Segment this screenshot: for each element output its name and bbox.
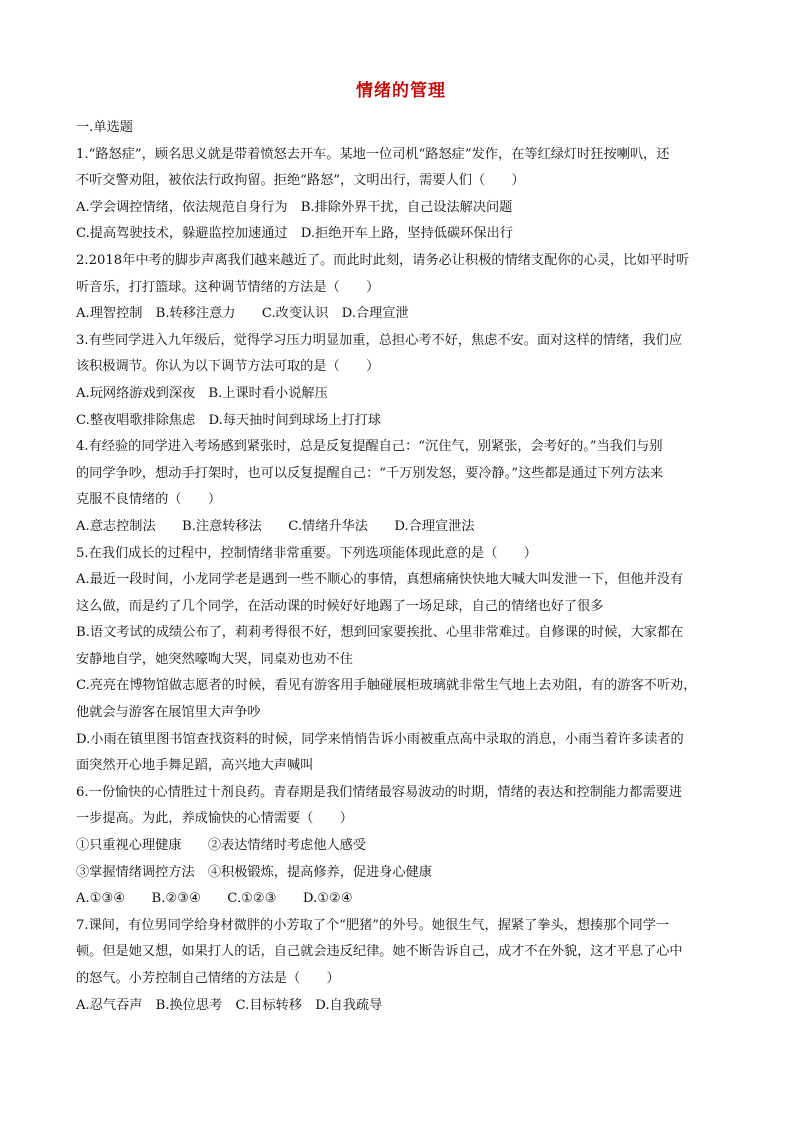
question-stem-line: 一步提高。为此，养成愉快的心情需要（ ） — [76, 811, 353, 827]
question-options-line: A.忍气吞声 B.换位思考 C.目标转移 D.自我疏导 — [76, 997, 383, 1013]
page-title: 情绪的管理 — [356, 81, 446, 101]
question-stem-line: 2.2018年中考的脚步声离我们越来越近了。而此时此刻，请务必让积极的情绪支配你的心灵，比如平时听 — [76, 252, 690, 268]
section-heading: 一.单选题 — [76, 120, 133, 135]
question-options-line: C.亮亮在博物馆做志愿者的时候，看见有游客用手触碰展柜玻璃就非常生气地上去劝阻，有的游客不听劝， — [76, 678, 697, 694]
question-options-line: C.整夜唱歌排除焦虑 D.每天抽时间到球场上打打球 — [76, 412, 382, 428]
question-options-line: B.语文考试的成绩公布了，莉莉考得很不好，想到回家要挨批、心里非常难过。自修课的时候，大家都在 — [76, 625, 684, 641]
question-options-line: A.理智控制 B.转移注意力 C.改变认识 D.合理宣泄 — [76, 306, 409, 322]
question-options-line: A.学会调控情绪，依法规范自身行为 B.排除外界干扰，自己设法解决问题 — [76, 199, 513, 215]
question-options-line: C.提高驾驶技术，躲避监控加速通过 D.拒绝开车上路，坚持低碳环保出行 — [76, 226, 513, 242]
question-stem-line: 听音乐，打打篮球。这种调节情绪的方法是（ ） — [76, 279, 380, 295]
question-options-line: 他就会与游客在展馆里大声争吵 — [76, 705, 261, 721]
question-stem-line: 克服不良情绪的（ ） — [76, 492, 222, 508]
question-stem-line: 4.有经验的同学进入考场感到紧张时，总是反复提醒自己：“沉住气，别紧张，会考好的。”当我们与别 — [76, 439, 663, 455]
question-stem-line: 的同学争吵，想动手打架时，也可以反复提醒自己：“千万别发怒，要冷静。”这些都是通过下列方法来 — [76, 465, 664, 481]
question-options-line: A.最近一段时间，小龙同学老是遇到一些不顺心的事情，真想痛痛快快地大喊大叫发泄一下，但他并没有 — [76, 572, 684, 588]
question-1 — [76, 142, 726, 248]
question-5 — [76, 541, 726, 780]
question-2 — [76, 248, 726, 328]
question-stem-line: 1.“路怒症”，顾名思义就是带着愤怒去开车。某地一位司机“路怒症”发作，在等红绿灯时狂按喇叭，还 — [76, 146, 670, 162]
question-options-line: ③掌握情绪调控方法 ④积极锻炼，提高修养，促进身心健康 — [76, 864, 433, 880]
question-options-line: 面突然开心地手舞足蹈，高兴地大声喊叫 — [76, 758, 314, 774]
question-6 — [76, 780, 726, 913]
question-stem-line: 该积极调节。你认为以下调节方法可取的是（ ） — [76, 359, 380, 375]
question-stem-line: 3.有些同学进入九年级后，觉得学习压力明显加重，总担心考不好，焦虑不安。面对这样的情绪，我们应 — [76, 332, 683, 348]
question-3 — [76, 328, 726, 434]
question-options-line: A.①③④ B.②③④ C.①②③ D.①②④ — [76, 891, 353, 907]
question-stem-line: 顿。但是她又想，如果打人的话，自己就会违反纪律。她不断告诉自己，成才不在外貌，这才平息了心中 — [76, 944, 683, 960]
question-stem-line: 6.一份愉快的心情胜过十剂良药。青春期是我们情绪最容易波动的时期，情绪的表达和控制能力都需要进 — [76, 784, 683, 800]
question-options-line: D.小雨在镇里图书馆查找资料的时候，同学来悄悄告诉小雨被重点高中录取的消息，小雨当着许多读者的 — [76, 731, 684, 747]
question-options-line: 安静地自学，她突然嚎啕大哭，同桌劝也劝不住 — [76, 651, 353, 667]
document-page — [76, 76, 726, 1019]
question-options-line: ①只重视心理健康 ②表达情绪时考虑他人感受 — [76, 838, 367, 854]
question-options-line: A.意志控制法 B.注意转移法 C.情绪升华法 D.合理宣泄法 — [76, 518, 475, 534]
question-stem-line: 不听交警劝阻，被依法行政拘留。拒绝“路怒”，文明出行，需要人们（ ） — [76, 173, 525, 189]
question-4 — [76, 434, 726, 540]
question-options-line: 这么做，而是约了几个同学，在活动课的时候好好地踢了一场足球，自己的情绪也好了很多 — [76, 598, 604, 614]
question-stem-line: 7.课间，有位男同学给身材微胖的小芳取了个“肥猪”的外号。她很生气，握紧了拳头，想揍那个同学一 — [76, 917, 670, 933]
question-stem-line: 的怒气。小芳控制自己情绪的方法是（ ） — [76, 971, 340, 986]
question-stem-line: 5.在我们成长的过程中，控制情绪非常重要。下列选项能体现此意的是（ ） — [76, 545, 537, 561]
question-options-line: A.玩网络游戏到深夜 B.上课时看小说解压 — [76, 385, 328, 401]
question-7 — [76, 913, 726, 1019]
